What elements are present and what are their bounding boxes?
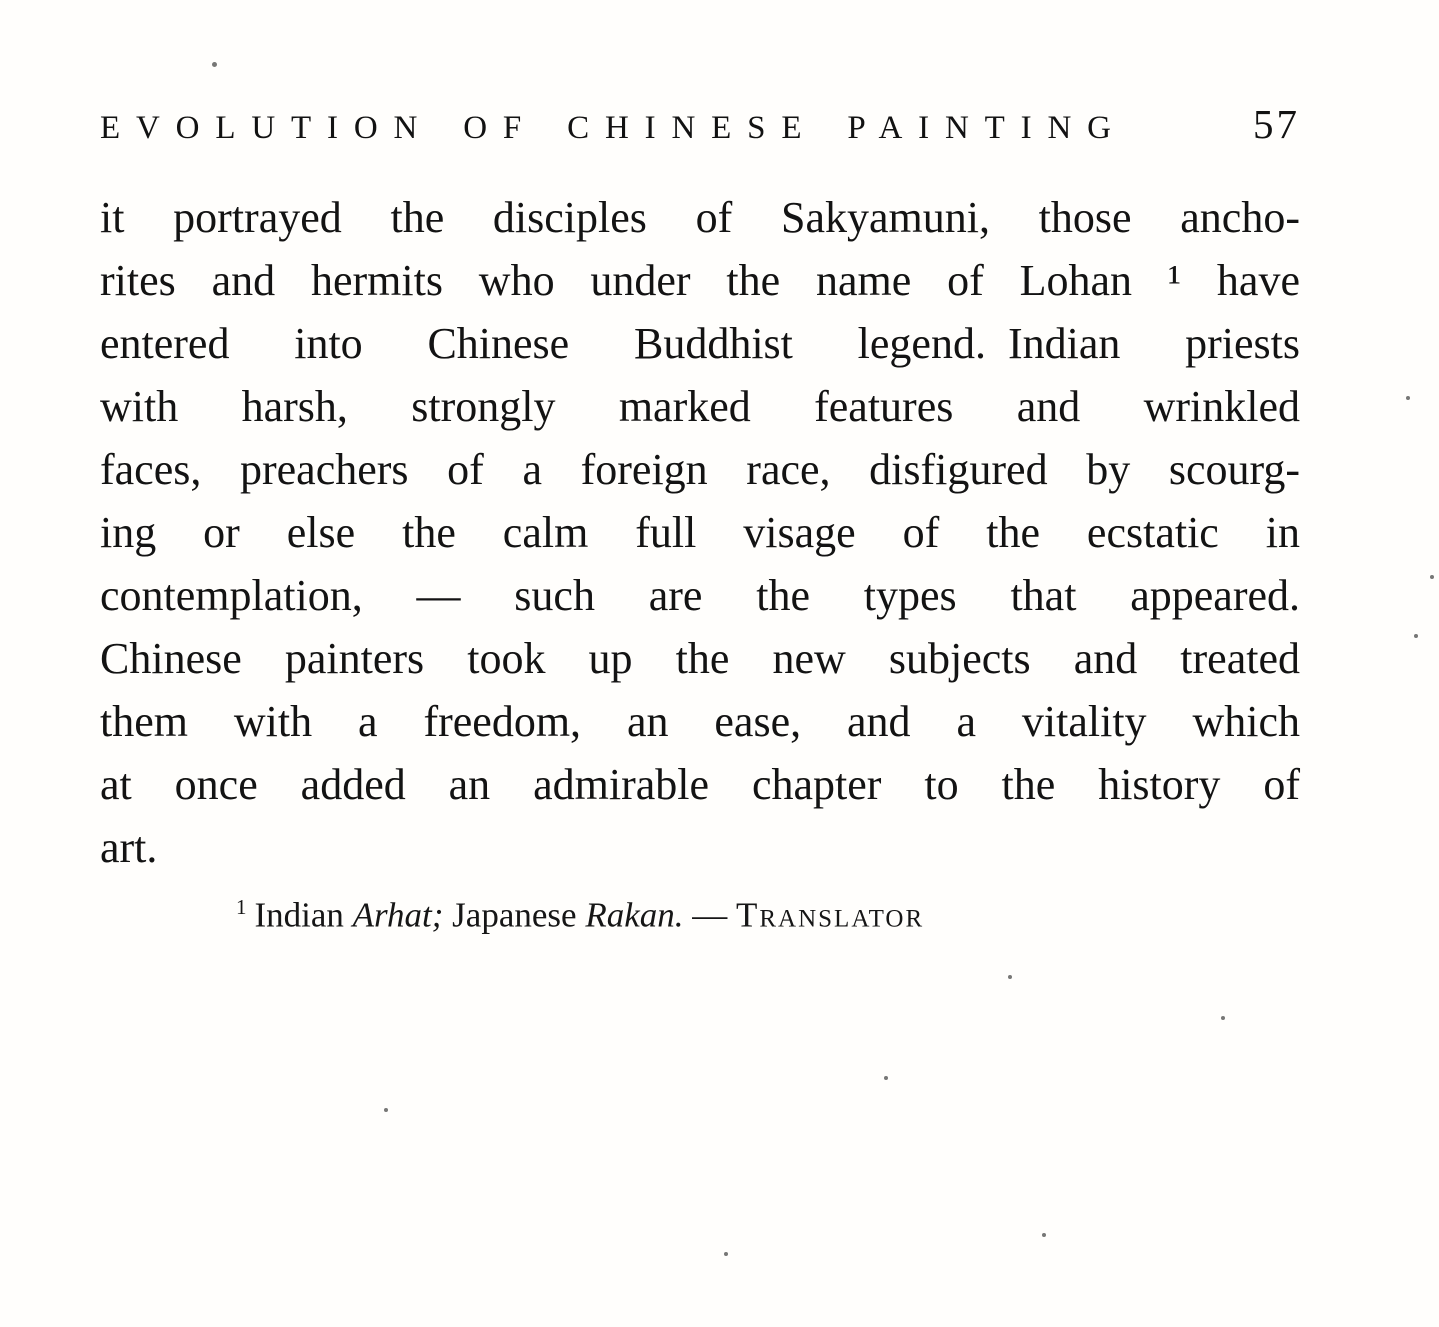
scan-speck: [1042, 1233, 1046, 1237]
page-number: 57: [1253, 101, 1300, 147]
scan-speck: [1008, 975, 1012, 979]
text-line: rites and hermits who under the name of Lohan ¹ have: [100, 256, 1300, 305]
footnote-text: Japanese: [443, 895, 586, 935]
text-line: with harsh, strongly marked features and wrinkled: [100, 382, 1300, 431]
text-line: faces, preachers of a foreign race, disfigured by scourg-: [100, 445, 1300, 494]
footnote-term-arhat: Arhat;: [352, 895, 444, 935]
text-line: entered into Chinese Buddhist legend. Indian priests: [100, 319, 1300, 368]
text-line: contemplation, — such are the types that appeared.: [100, 571, 1300, 620]
text-line: them with a freedom, an ease, and a vitality which: [100, 697, 1300, 746]
footnote-translator-credit: Translator: [735, 895, 925, 935]
footnote: [236, 895, 1300, 936]
text-line: art.: [100, 823, 158, 872]
text-line: it portrayed the disciples of Sakyamuni, those ancho-: [100, 193, 1300, 242]
scan-speck: [724, 1252, 728, 1256]
page-header: [100, 100, 1300, 148]
text-line: at once added an admirable chapter to the history of: [100, 760, 1300, 809]
scan-speck: [884, 1076, 888, 1080]
scan-speck: [1406, 396, 1410, 400]
footnote-marker: 1: [236, 895, 247, 919]
text-line: ing or else the calm full visage of the ecstatic in: [100, 508, 1300, 557]
footnote-term-rakan: Rakan.: [585, 895, 684, 935]
scan-speck: [1430, 575, 1434, 579]
body-text-block: [100, 186, 1300, 879]
scan-speck: [1414, 634, 1418, 638]
footnote-dash: —: [683, 895, 736, 935]
footnote-text: Indian: [254, 895, 353, 935]
scan-speck: [384, 1108, 388, 1112]
scan-speck: [1221, 1016, 1225, 1020]
running-head-title: EVOLUTION OF CHINESE PAINTING: [100, 110, 1127, 146]
text-line: Chinese painters took up the new subjects and treated: [100, 634, 1300, 683]
scan-speck: [212, 62, 217, 67]
